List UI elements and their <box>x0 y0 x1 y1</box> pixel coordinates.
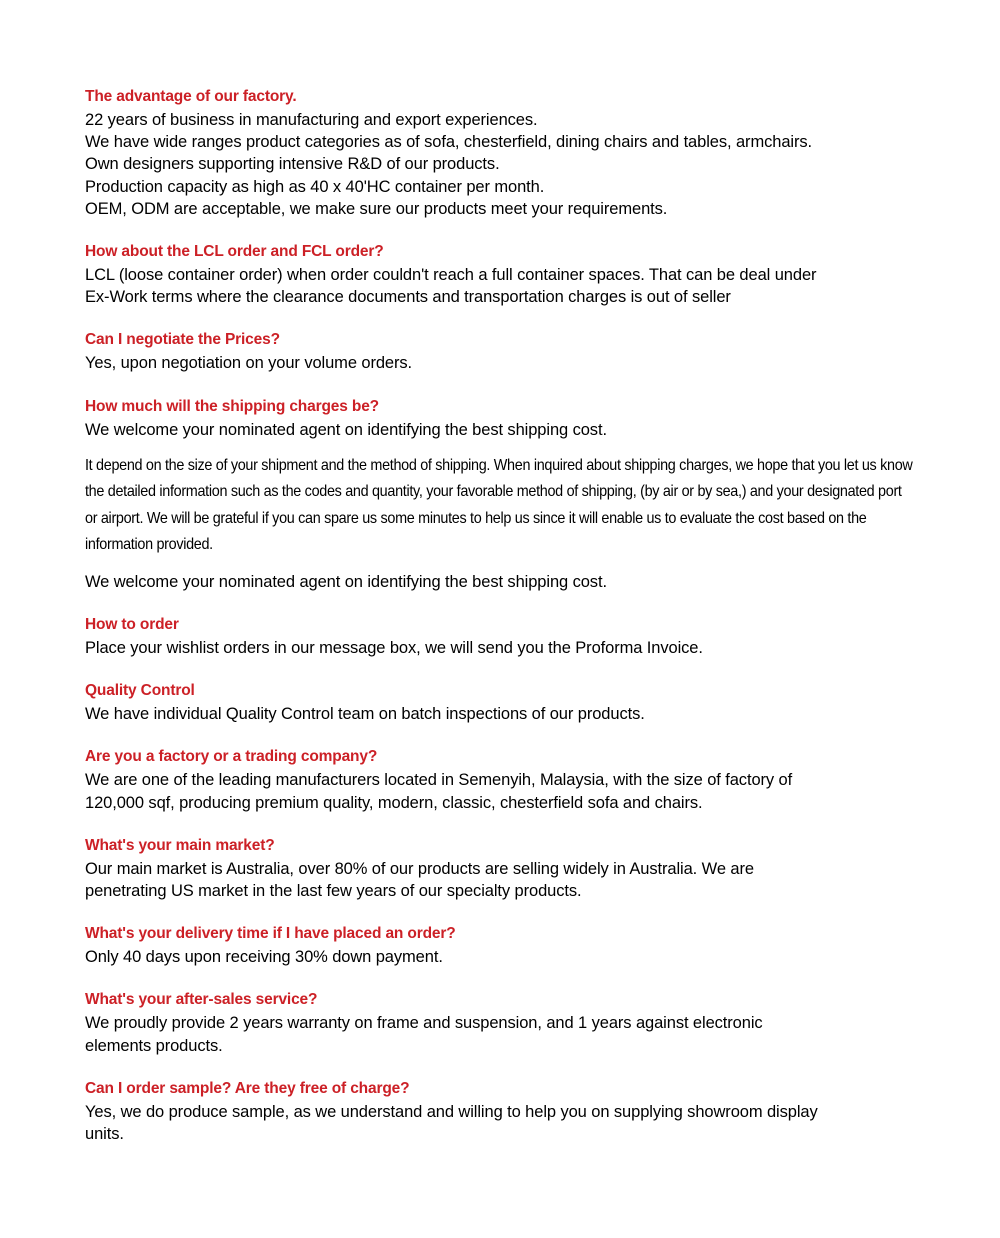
faq-section-advantage <box>85 86 915 220</box>
faq-heading: Can I negotiate the Prices? <box>85 331 280 349</box>
faq-answer-line: LCL (loose container order) when order couldn't reach a full container spaces. That can be deal under <box>85 266 817 285</box>
faq-content <box>85 86 915 1145</box>
faq-answer-line: We have wide ranges product categories as of sofa, chesterfield, dining chairs and tables, armchairs. <box>85 133 812 152</box>
faq-heading: How much will the shipping charges be? <box>85 397 379 415</box>
faq-heading: What's your delivery time if I have placed an order? <box>85 925 456 943</box>
faq-answer-closing-line: We welcome your nominated agent on identifying the best shipping cost. <box>85 572 607 591</box>
faq-answer-paragraph: It depend on the size of your shipment and the method of shipping. When inquired about shipping charges, we hope that you let us know the detailed information such as the codes and quantity, your favorable method of shipping, (by air or by sea,) and your designated port or airport. We will be grateful if you can spare us some minutes to help us since it will enable us to evaluate the cost based on the information provided. <box>85 456 913 554</box>
faq-answer-line: Production capacity as high as 40 x 40'HC container per month. <box>85 177 545 196</box>
paragraph-spacer <box>85 441 915 453</box>
faq-answer-line: We are one of the leading manufacturers located in Semenyih, Malaysia, with the size of factory of <box>85 771 793 790</box>
faq-heading: What's your after-sales service? <box>85 991 318 1009</box>
faq-heading: Are you a factory or a trading company? <box>85 748 378 766</box>
faq-answer-line: 120,000 sqf, producing premium quality, modern, classic, chesterfield sofa and chairs. <box>85 793 703 812</box>
faq-answer-line: Yes, upon negotiation on your volume orders. <box>85 354 413 373</box>
faq-answer-line: We have individual Quality Control team on batch inspections of our products. <box>85 705 645 724</box>
faq-heading: Quality Control <box>85 682 195 700</box>
faq-heading: What's your main market? <box>85 836 275 854</box>
faq-section-main-market <box>85 835 915 902</box>
faq-heading: The advantage of our factory. <box>85 88 297 105</box>
faq-answer-line: We proudly provide 2 years warranty on frame and suspension, and 1 years against electronic <box>85 1014 763 1033</box>
faq-section-negotiate-prices <box>85 329 915 374</box>
faq-answer-line: OEM, ODM are acceptable, we make sure our products meet your requirements. <box>85 199 668 218</box>
faq-answer-line: Own designers supporting intensive R&D of our products. <box>85 155 500 174</box>
faq-answer-line: units. <box>85 1125 124 1144</box>
faq-answer-line: elements products. <box>85 1036 223 1055</box>
faq-section-lcl-fcl <box>85 241 915 308</box>
faq-section-quality-control <box>85 680 915 725</box>
faq-heading: How to order <box>85 616 179 634</box>
faq-answer-line: Ex-Work terms where the clearance documents and transportation charges is out of seller <box>85 288 731 307</box>
faq-heading: How about the LCL order and FCL order? <box>85 243 384 261</box>
faq-answer-line: Yes, we do produce sample, as we understand and willing to help you on supplying showroom display <box>85 1102 818 1121</box>
faq-section-order-sample <box>85 1078 915 1145</box>
faq-section-factory-or-trading <box>85 746 915 813</box>
faq-answer-line: We welcome your nominated agent on identifying the best shipping cost. <box>85 420 607 439</box>
faq-heading: Can I order sample? Are they free of charge? <box>85 1079 410 1097</box>
faq-answer-line: Only 40 days upon receiving 30% down payment. <box>85 948 443 967</box>
faq-section-after-sales-service <box>85 989 915 1056</box>
paragraph-spacer <box>85 559 915 571</box>
faq-answer-line: Our main market is Australia, over 80% of our products are selling widely in Australia. We are <box>85 859 754 878</box>
faq-answer-line: 22 years of business in manufacturing and export experiences. <box>85 111 538 129</box>
faq-section-delivery-time <box>85 923 915 968</box>
faq-answer-line: penetrating US market in the last few years of our specialty products. <box>85 882 582 901</box>
faq-answer-line: Place your wishlist orders in our message box, we will send you the Proforma Invoice. <box>85 639 703 658</box>
faq-section-how-to-order <box>85 614 915 659</box>
faq-section-shipping-charges <box>85 396 915 593</box>
